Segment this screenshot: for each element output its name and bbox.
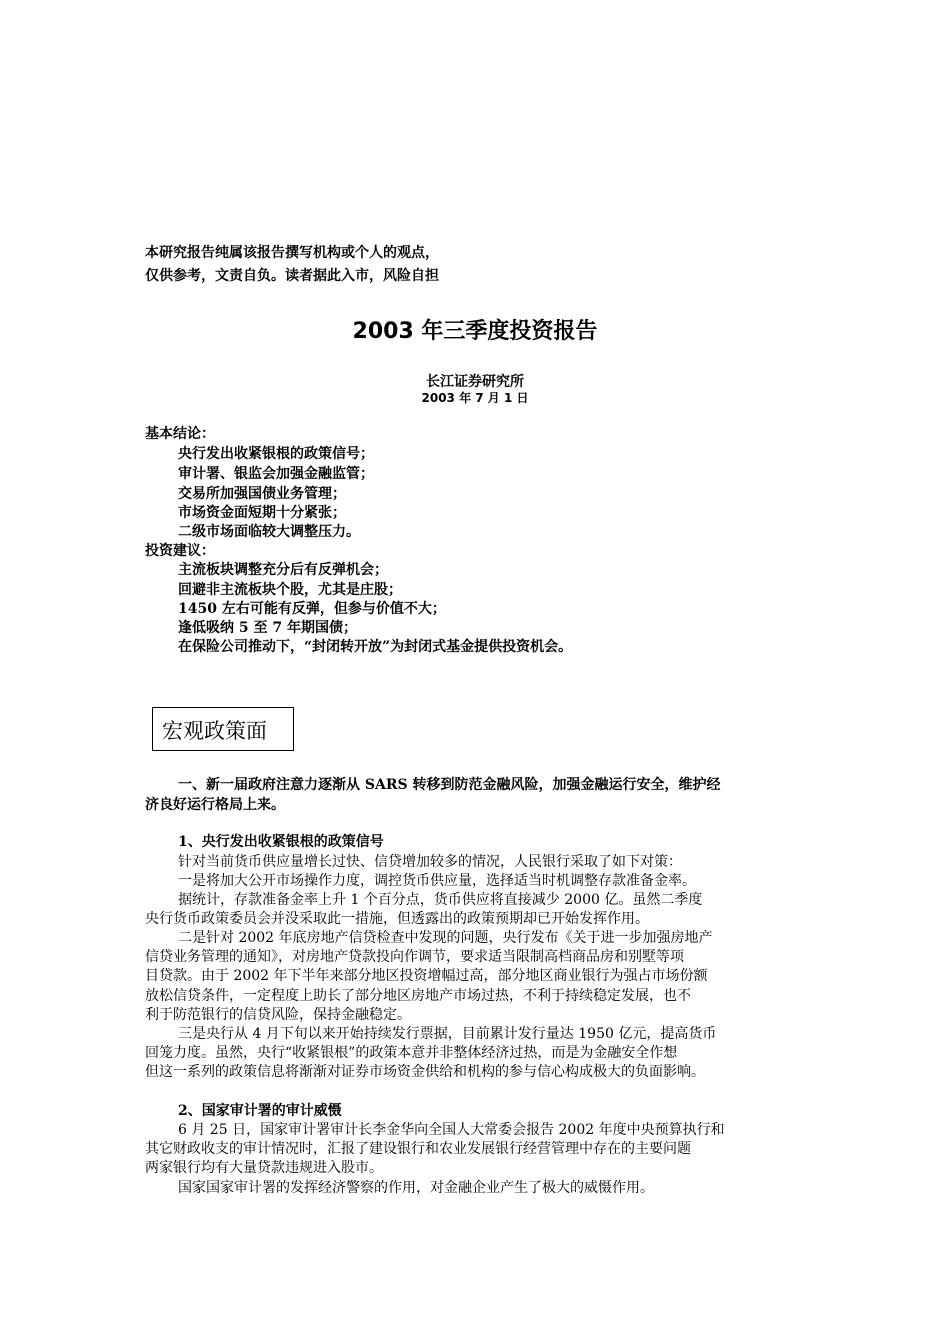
intro-line: 济良好运行格局上来。 <box>145 797 285 813</box>
paragraph-line: 据统计，存款准备金率上升 1 个百分点，货币供应将直接减少 2000 亿。虽然二季度 <box>178 892 703 908</box>
conclusion-item: 交易所加强国债业务管理； <box>178 486 346 502</box>
paragraph-line: 二是针对 2002 年底房地产信贷检查中发现的问题，央行发布《关于进一步加强房地产 <box>178 930 713 946</box>
section-box <box>152 707 294 751</box>
paragraph-line: 放松信贷条件，一定程度上助长了部分地区房地产市场过热，不利于持续稳定发展，也不 <box>145 988 691 1004</box>
paragraph-line: 三是央行从 4 月下旬以来开始持续发行票据，目前累计发行量达 1950 亿元，提高货币 <box>178 1026 717 1042</box>
paragraph-line: 目贷款。由于 2002 年下半年来部分地区投资增幅过高，部分地区商业银行为强占市场份额 <box>145 968 708 984</box>
paragraph-line: 6 月 25 日，国家审计署审计长李金华向全国人大常委会报告 2002 年度中央预算执行和 <box>178 1122 725 1138</box>
section-box-title: 宏观政策面 <box>162 719 267 743</box>
intro-line: 一、新一届政府注意力逐渐从 SARS 转移到防范金融风险，加强金融运行安全，维护经 <box>178 777 721 793</box>
paragraph-line: 一是将加大公开市场操作力度，调控货币供应量，选择适当时机调整存款准备金率。 <box>178 873 696 889</box>
advice-item: 主流板块调整充分后有反弹机会； <box>178 562 388 578</box>
advice-item: 回避非主流板块个股，尤其是庄股； <box>178 582 402 598</box>
paragraph-line: 央行货币政策委员会并没采取此一措施，但透露出的政策预期却已开始发挥作用。 <box>145 911 649 927</box>
paragraph-line: 其它财政收支的审计情况时，汇报了建设银行和农业发展银行经营管理中存在的主要问题 <box>145 1141 691 1157</box>
paragraph-line: 两家银行均有大量贷款违规进入股市。 <box>145 1160 383 1176</box>
subsection-2-heading: 2、国家审计署的审计威慑 <box>178 1103 342 1119</box>
subsection-1-heading: 1、央行发出收紧银根的政策信号 <box>178 834 384 850</box>
paragraph-line: 利于防范银行的信贷风险，保持金融稳定。 <box>145 1007 411 1023</box>
paragraph-line: 但这一系列的政策信息将渐渐对证券市场资金供给和机构的参与信心构成极大的负面影响。 <box>145 1064 705 1080</box>
disclaimer-line-1: 本研究报告纯属该报告撰写机构或个人的观点， <box>145 245 439 261</box>
disclaimer-line-2: 仅供参考，文责自负。读者据此入市，风险自担 <box>145 268 439 284</box>
conclusion-item: 市场资金面短期十分紧张； <box>178 505 346 521</box>
report-date: 2003 年 7 月 1 日 <box>421 391 529 405</box>
conclusions-heading: 基本结论： <box>145 426 215 442</box>
advice-item: 在保险公司推动下，“封闭转开放”为封闭式基金提供投资机会。 <box>178 639 573 655</box>
paragraph-line: 信贷业务管理的通知》，对房地产贷款投向作调节，要求适当限制高档商品房和别墅等项 <box>145 949 684 965</box>
report-title: 2003 年三季度投资报告 <box>352 319 598 344</box>
paragraph-line: 针对当前货币供应量增长过快、信贷增加较多的情况，人民银行采取了如下对策： <box>178 854 682 870</box>
advice-item: 1450 左右可能有反弹，但参与价值不大； <box>178 601 446 617</box>
paragraph-line: 回笼力度。虽然，央行“收紧银根”的政策本意并非整体经济过热，而是为金融安全作想 <box>145 1045 678 1061</box>
advice-heading: 投资建议： <box>145 543 215 559</box>
conclusion-item: 审计署、银监会加强金融监管； <box>178 466 374 482</box>
paragraph-line: 国家国家审计署的发挥经济警察的作用，对金融企业产生了极大的威慑作用。 <box>178 1180 654 1196</box>
advice-item: 逢低吸纳 5 至 7 年期国债； <box>178 620 357 636</box>
conclusion-item: 央行发出收紧银根的政策信号； <box>178 446 374 462</box>
organization: 长江证券研究所 <box>426 374 524 390</box>
conclusion-item: 二级市场面临较大调整压力。 <box>178 524 360 540</box>
